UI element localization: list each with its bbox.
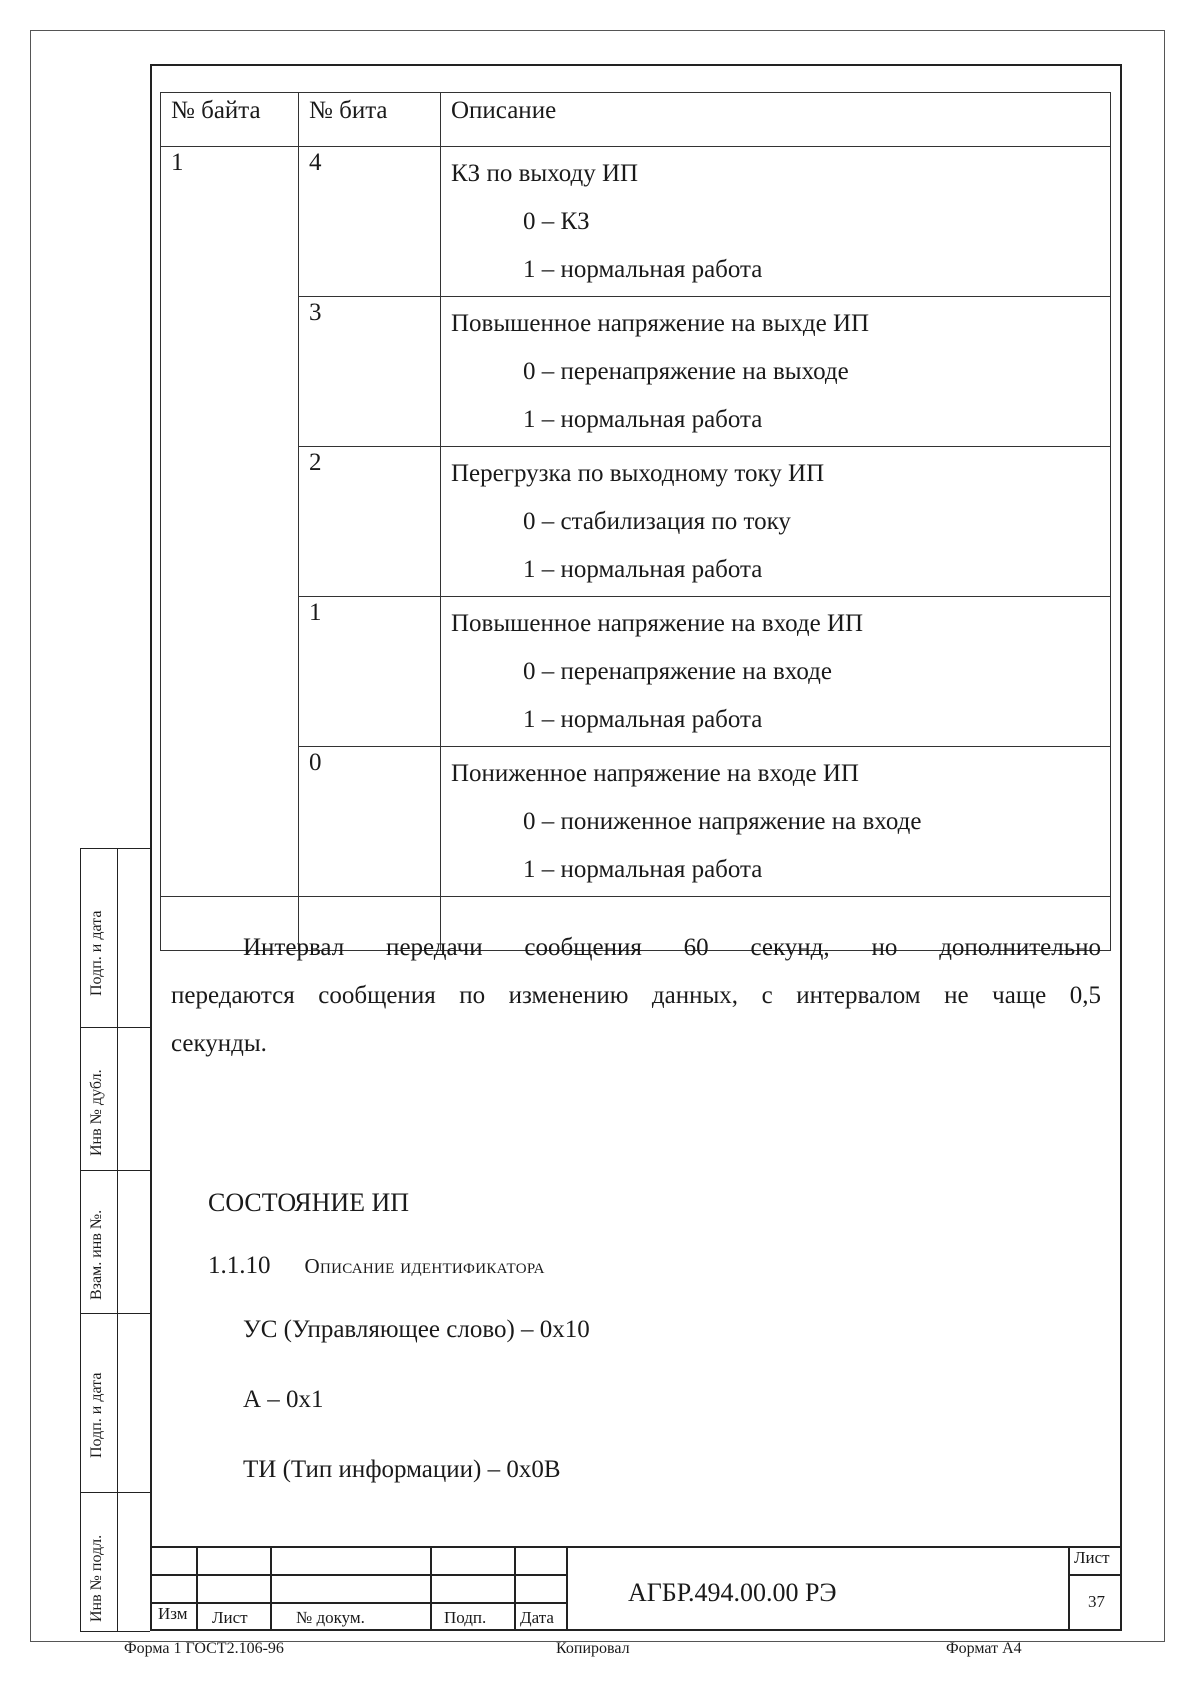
description-title: Повышенное напряжение на входе ИП [451, 610, 864, 637]
grid-line [150, 1602, 566, 1604]
table-row [161, 747, 1111, 897]
sheet-number: 37 [1088, 1592, 1105, 1611]
table-row [161, 597, 1111, 747]
side-label-podp-data-bottom: Подп. и дата [88, 1372, 105, 1458]
label-list: Лист [212, 1608, 248, 1627]
description-option: 0 – КЗ [523, 208, 590, 235]
table-row [161, 297, 1111, 447]
grid-line [196, 1546, 198, 1631]
bit-number-cell: 0 [299, 747, 441, 897]
grid-line [150, 1574, 566, 1576]
grid-line [1068, 1546, 1070, 1631]
description-option: 0 – перенапряжение на входе [523, 658, 832, 685]
description-option: 1 – нормальная работа [523, 856, 763, 883]
description-option: 1 – нормальная работа [523, 556, 763, 583]
description-option: 1 – нормальная работа [523, 406, 763, 433]
footer-form: Форма 1 ГОСТ2.106-96 [124, 1640, 284, 1657]
bit-number-cell: 2 [299, 447, 441, 597]
paragraph-line: Интервал передачи сообщения 60 секунд, но дополнительно [243, 934, 1101, 961]
paragraph-line: передаются сообщения по изменению данных, с интервалом не чаще 0,5 [171, 982, 1101, 1009]
grid-line [514, 1546, 516, 1631]
field-us: УС (Управляющее слово) – 0х10 [243, 1316, 590, 1343]
subsection-title: Описание идентификатора [304, 1254, 545, 1278]
side-label-inv-dubl: Инв № дубл. [88, 1069, 105, 1156]
description-option: 0 – перенапряжение на выходе [523, 358, 849, 385]
document-code: АГБР.494.00.00 РЭ [628, 1578, 837, 1607]
grid-line [270, 1546, 272, 1631]
description-cell [441, 147, 1111, 297]
interval-paragraph [171, 924, 1101, 1068]
label-data: Дата [520, 1608, 554, 1627]
description-option: 1 – нормальная работа [523, 706, 763, 733]
bit-number-cell: 1 [299, 597, 441, 747]
header-bit-number: № бита [299, 93, 441, 147]
bit-number-cell: 4 [299, 147, 441, 297]
description-title: Перегрузка по выходному току ИП [451, 460, 825, 487]
description-cell [441, 447, 1111, 597]
field-a: А – 0х1 [243, 1386, 324, 1413]
side-stamp-divider [117, 848, 118, 1632]
label-doc-number: № докум. [296, 1608, 365, 1627]
grid-line [1068, 1574, 1122, 1576]
header-byte-number: № байта [161, 93, 299, 147]
label-izm: Изм [158, 1604, 188, 1623]
table-row [161, 447, 1111, 597]
side-label-vzam-inv: Взам. инв №. [88, 1209, 105, 1300]
table-row [161, 147, 1111, 297]
side-label-podp-data-top: Подп. и дата [88, 910, 105, 996]
description-option: 0 – пониженное напряжение на входе [523, 808, 922, 835]
subsection-heading [208, 1252, 545, 1280]
description-cell [441, 297, 1111, 447]
description-cell [441, 747, 1111, 897]
description-option: 1 – нормальная работа [523, 256, 763, 283]
section-heading: СОСТОЯНИЕ ИП [208, 1188, 410, 1217]
bit-description-table [160, 92, 1111, 951]
description-title: КЗ по выходу ИП [451, 160, 639, 187]
bit-number-cell: 3 [299, 297, 441, 447]
footer-format: Формат А4 [946, 1640, 1022, 1657]
grid-line [566, 1546, 568, 1631]
description-title: Пониженное напряжение на входе ИП [451, 760, 859, 787]
byte-number-cell: 1 [161, 147, 299, 897]
description-cell [441, 597, 1111, 747]
subsection-number: 1.1.10 [208, 1252, 271, 1279]
label-podp: Подп. [444, 1608, 487, 1627]
grid-line [430, 1546, 432, 1631]
side-label-inv-podl: Инв № подл. [88, 1534, 105, 1622]
sheet-label: Лист [1074, 1548, 1110, 1567]
field-ti: ТИ (Тип информации) – 0х0В [243, 1456, 561, 1483]
footer-copied: Копировал [556, 1640, 630, 1657]
paragraph-line: секунды. [171, 1030, 267, 1057]
description-option: 0 – стабилизация по току [523, 508, 791, 535]
header-description: Описание [441, 93, 1111, 147]
description-title: Повышенное напряжение на выхде ИП [451, 310, 870, 337]
table-header-row [161, 93, 1111, 147]
